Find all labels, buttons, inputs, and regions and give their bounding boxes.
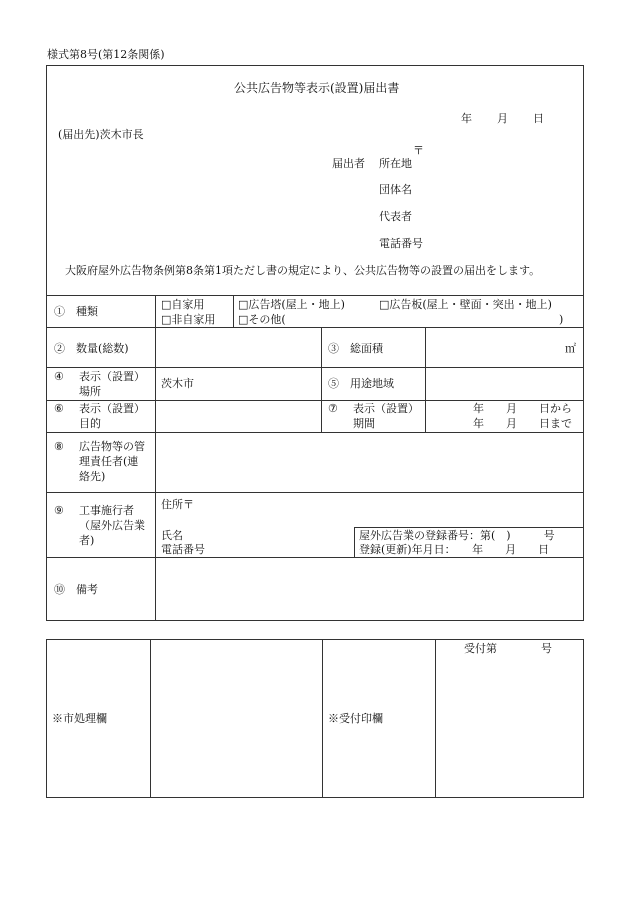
row-divider [47, 432, 583, 433]
contractor-address: 住所〒 [161, 498, 194, 511]
receipt-number: 受付第 号 [464, 642, 552, 655]
type-column-divider [233, 295, 234, 327]
manager-label-line2: 理責任者(連 [79, 455, 139, 468]
checkbox-other[interactable]: □その他( [238, 313, 286, 326]
purpose-label-line1: 表示（設置） [79, 402, 145, 415]
row-divider [47, 327, 583, 328]
place-value: 茨木市 [161, 377, 194, 390]
postal-mark: 〒 [413, 144, 424, 157]
date-year: 年 [461, 112, 472, 125]
period-label-line1: 表示（設置） [353, 402, 419, 415]
area-unit: ㎡ [565, 342, 576, 355]
form-number-label: 様式第8号(第12条関係) [47, 48, 165, 61]
registration-box-left [354, 527, 355, 557]
office-use-box [46, 639, 584, 798]
checkbox-private-use[interactable]: □自家用 [161, 298, 205, 311]
remarks-label: ⑩ 備考 [54, 583, 98, 596]
checkbox-ad-tower[interactable]: □広告塔(屋上・地上) [238, 298, 345, 311]
checkbox-ad-board[interactable]: □広告板(屋上・壁面・突出・地上) [379, 298, 552, 311]
row-divider [47, 367, 583, 368]
period-num: ⑦ [328, 402, 338, 415]
manager-label-line3: 絡先) [79, 470, 106, 483]
row-divider [47, 492, 583, 493]
contractor-phone: 電話番号 [161, 543, 205, 556]
registration-date: 登録(更新)年月日： 年 月 日 [359, 543, 550, 556]
period-to: 年 月 日まで [473, 417, 572, 430]
zoning-label: ⑤ 用途地域 [328, 377, 394, 390]
contractor-label-line1: 工事施行者 [79, 504, 134, 517]
total-area-label: ③ 総面積 [328, 342, 383, 355]
purpose-label-line2: 目的 [79, 417, 101, 430]
receipt-stamp-label: ※受付印欄 [328, 712, 383, 725]
other-close-paren: ) [559, 313, 564, 326]
manager-num: ⑧ [54, 440, 64, 453]
second-value-divider [425, 327, 426, 432]
purpose-num: ⑥ [54, 402, 64, 415]
period-from: 年 月 日から [473, 402, 572, 415]
row-divider [47, 295, 583, 296]
applicant-representative: 代表者 [379, 210, 412, 223]
row-divider [47, 400, 583, 401]
contractor-label-line3: 者) [79, 534, 95, 547]
registration-number: 屋外広告業の登録番号：第( ) 号 [359, 529, 555, 542]
period-label-line2: 期間 [353, 417, 375, 430]
form-title: 公共広告物等表示(設置)届出書 [234, 81, 400, 95]
office-divider [322, 640, 323, 797]
city-processing-label: ※市処理欄 [52, 712, 107, 725]
date-day: 日 [533, 112, 544, 125]
applicant-label: 届出者 [332, 157, 365, 170]
type-label: ① 種類 [54, 305, 98, 318]
row-divider [47, 557, 583, 558]
checkbox-non-private-use[interactable]: □非自家用 [161, 313, 216, 326]
contractor-label-line2: （屋外広告業 [79, 519, 145, 532]
office-divider [150, 640, 151, 797]
addressee: (届出先)茨木市長 [58, 128, 144, 141]
place-label-line2: 場所 [79, 385, 101, 398]
label-column-divider [155, 295, 156, 620]
registration-box-top [354, 527, 583, 528]
applicant-organization: 団体名 [379, 183, 412, 196]
place-num: ④ [54, 370, 64, 383]
place-label-line1: 表示（設置） [79, 370, 145, 383]
contractor-num: ⑨ [54, 504, 64, 517]
applicant-phone: 電話番号 [379, 237, 423, 250]
office-divider [435, 640, 436, 797]
quantity-label: ② 数量(総数) [54, 342, 129, 355]
date-month: 月 [497, 112, 508, 125]
second-label-divider [321, 327, 322, 432]
declaration-statement: 大阪府屋外広告物条例第8条第1項ただし書の規定により、公共広告物等の設置の届出をします。 [65, 264, 541, 277]
applicant-location: 所在地 [379, 157, 412, 170]
manager-label-line1: 広告物等の管 [79, 440, 145, 453]
contractor-name: 氏名 [161, 529, 183, 542]
